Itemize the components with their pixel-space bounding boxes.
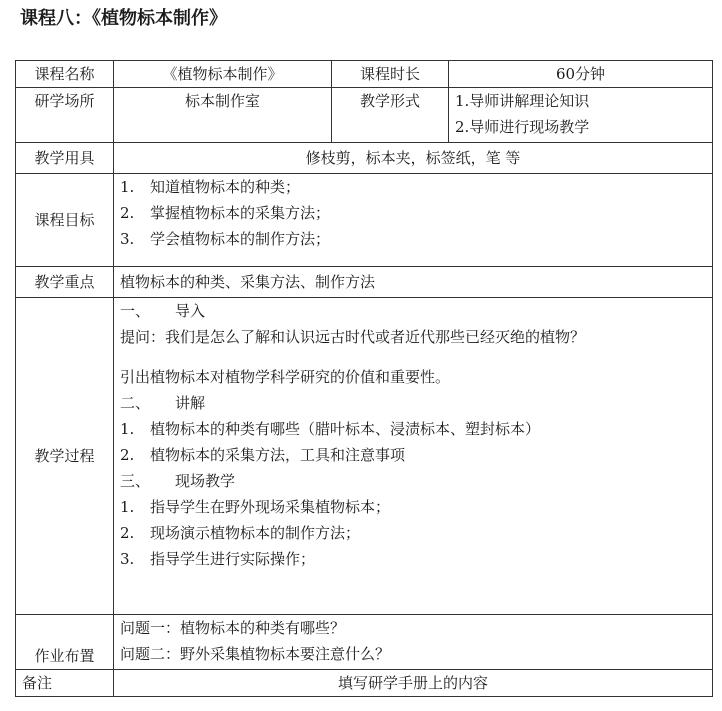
homework-label: 作业布置 — [34, 647, 95, 665]
field-item — [120, 546, 712, 572]
duration-label: 课程时长 — [359, 65, 420, 83]
duration-value-cell — [449, 61, 713, 88]
venue-value: 标本制作室 — [184, 92, 260, 110]
tools-label: 教学用具 — [34, 149, 95, 167]
tools-value-cell — [114, 143, 713, 174]
venue-value-cell — [114, 88, 332, 143]
section-number: 二、 — [120, 394, 151, 412]
item-number: 1. — [120, 420, 135, 438]
remarks-value-cell — [114, 670, 713, 697]
row-venue — [16, 88, 713, 143]
venue-label-cell — [16, 88, 114, 143]
explain-item — [120, 416, 712, 442]
goal-text: 学会植物标本的制作方法； — [150, 230, 331, 248]
field-item — [120, 494, 712, 520]
section-title: 现场教学 — [175, 472, 236, 490]
homework-item: 问题一：植物标本的种类有哪些？ — [120, 619, 346, 637]
remarks-value: 填写研学手册上的内容 — [337, 674, 488, 692]
duration-label-cell — [332, 61, 449, 88]
row-process — [16, 298, 713, 615]
tools-label-cell — [16, 143, 114, 174]
homework-label-cell — [16, 615, 114, 670]
goal-item — [120, 174, 712, 200]
item-number: 2. — [120, 446, 135, 464]
focus-label: 教学重点 — [34, 273, 95, 291]
item-number: 3. — [120, 550, 135, 568]
form-label: 教学形式 — [359, 92, 420, 110]
course-name-label-cell — [16, 61, 114, 88]
process-label: 教学过程 — [34, 447, 95, 465]
duration-value: 60分钟 — [555, 65, 606, 83]
focus-label-cell — [16, 267, 114, 298]
goal-text: 掌握植物标本的采集方法； — [150, 204, 331, 222]
process-label-cell — [16, 298, 114, 615]
item-number: 2. — [120, 524, 135, 542]
row-focus — [16, 267, 713, 298]
focus-value: 植物标本的种类、采集方法、制作方法 — [120, 273, 376, 291]
remarks-label-cell — [16, 670, 114, 697]
section-heading — [120, 298, 712, 324]
row-tools — [16, 143, 713, 174]
lesson-plan-table — [15, 60, 713, 697]
goal-text: 知道植物标本的种类； — [150, 178, 301, 196]
form-item: 2.导师进行现场教学 — [455, 118, 590, 136]
explain-item — [120, 442, 712, 468]
remarks-label: 备注 — [22, 674, 53, 692]
item-text: 指导学生在野外现场采集植物标本； — [150, 498, 391, 516]
section-title: 讲解 — [175, 394, 206, 412]
course-name-value: 《植物标本制作》 — [162, 65, 283, 83]
section-heading — [120, 468, 712, 494]
homework-item: 问题二：野外采集植物标本要注意什么？ — [120, 645, 391, 663]
spacer — [120, 350, 712, 364]
process-value-cell — [114, 298, 713, 615]
goal-number: 3. — [120, 230, 135, 248]
form-item: 1.导师讲解理论知识 — [455, 92, 590, 110]
goal-number: 1. — [120, 178, 135, 196]
row-remarks — [16, 670, 713, 697]
row-goals — [16, 174, 713, 267]
item-text: 植物标本的种类有哪些（腊叶标本、浸渍标本、塑封标本） — [150, 420, 541, 438]
item-text: 植物标本的采集方法，工具和注意事项 — [150, 446, 406, 464]
page-title: 课程八：《植物标本制作》 — [20, 8, 227, 29]
tools-value: 修枝剪，标本夹，标签纸，笔 等 — [305, 149, 521, 167]
goal-number: 2. — [120, 204, 135, 222]
goals-label: 课程目标 — [34, 211, 95, 229]
goal-item — [120, 226, 712, 252]
form-label-cell — [332, 88, 449, 143]
section-heading — [120, 390, 712, 416]
course-name-label: 课程名称 — [34, 65, 95, 83]
question-text: 提问：我们是怎么了解和认识远古时代或者近代那些已经灭绝的植物？ — [120, 328, 586, 346]
form-value-cell — [449, 88, 713, 143]
homework-value-cell — [114, 615, 713, 670]
goals-label-cell — [16, 174, 114, 267]
item-text: 指导学生进行实际操作； — [150, 550, 316, 568]
goal-item — [120, 200, 712, 226]
section-number: 一、 — [120, 302, 151, 320]
focus-value-cell — [114, 267, 713, 298]
course-name-value-cell — [114, 61, 332, 88]
section-title: 导入 — [175, 302, 206, 320]
item-number: 1. — [120, 498, 135, 516]
venue-label: 研学场所 — [34, 92, 95, 110]
goals-value-cell — [114, 174, 713, 267]
item-text: 现场演示植物标本的制作方法； — [150, 524, 361, 542]
field-item — [120, 520, 712, 546]
section-number: 三、 — [120, 472, 151, 490]
row-course-name — [16, 61, 713, 88]
intro-text: 引出植物标本对植物学科学研究的价值和重要性。 — [120, 368, 451, 386]
row-homework — [16, 615, 713, 670]
